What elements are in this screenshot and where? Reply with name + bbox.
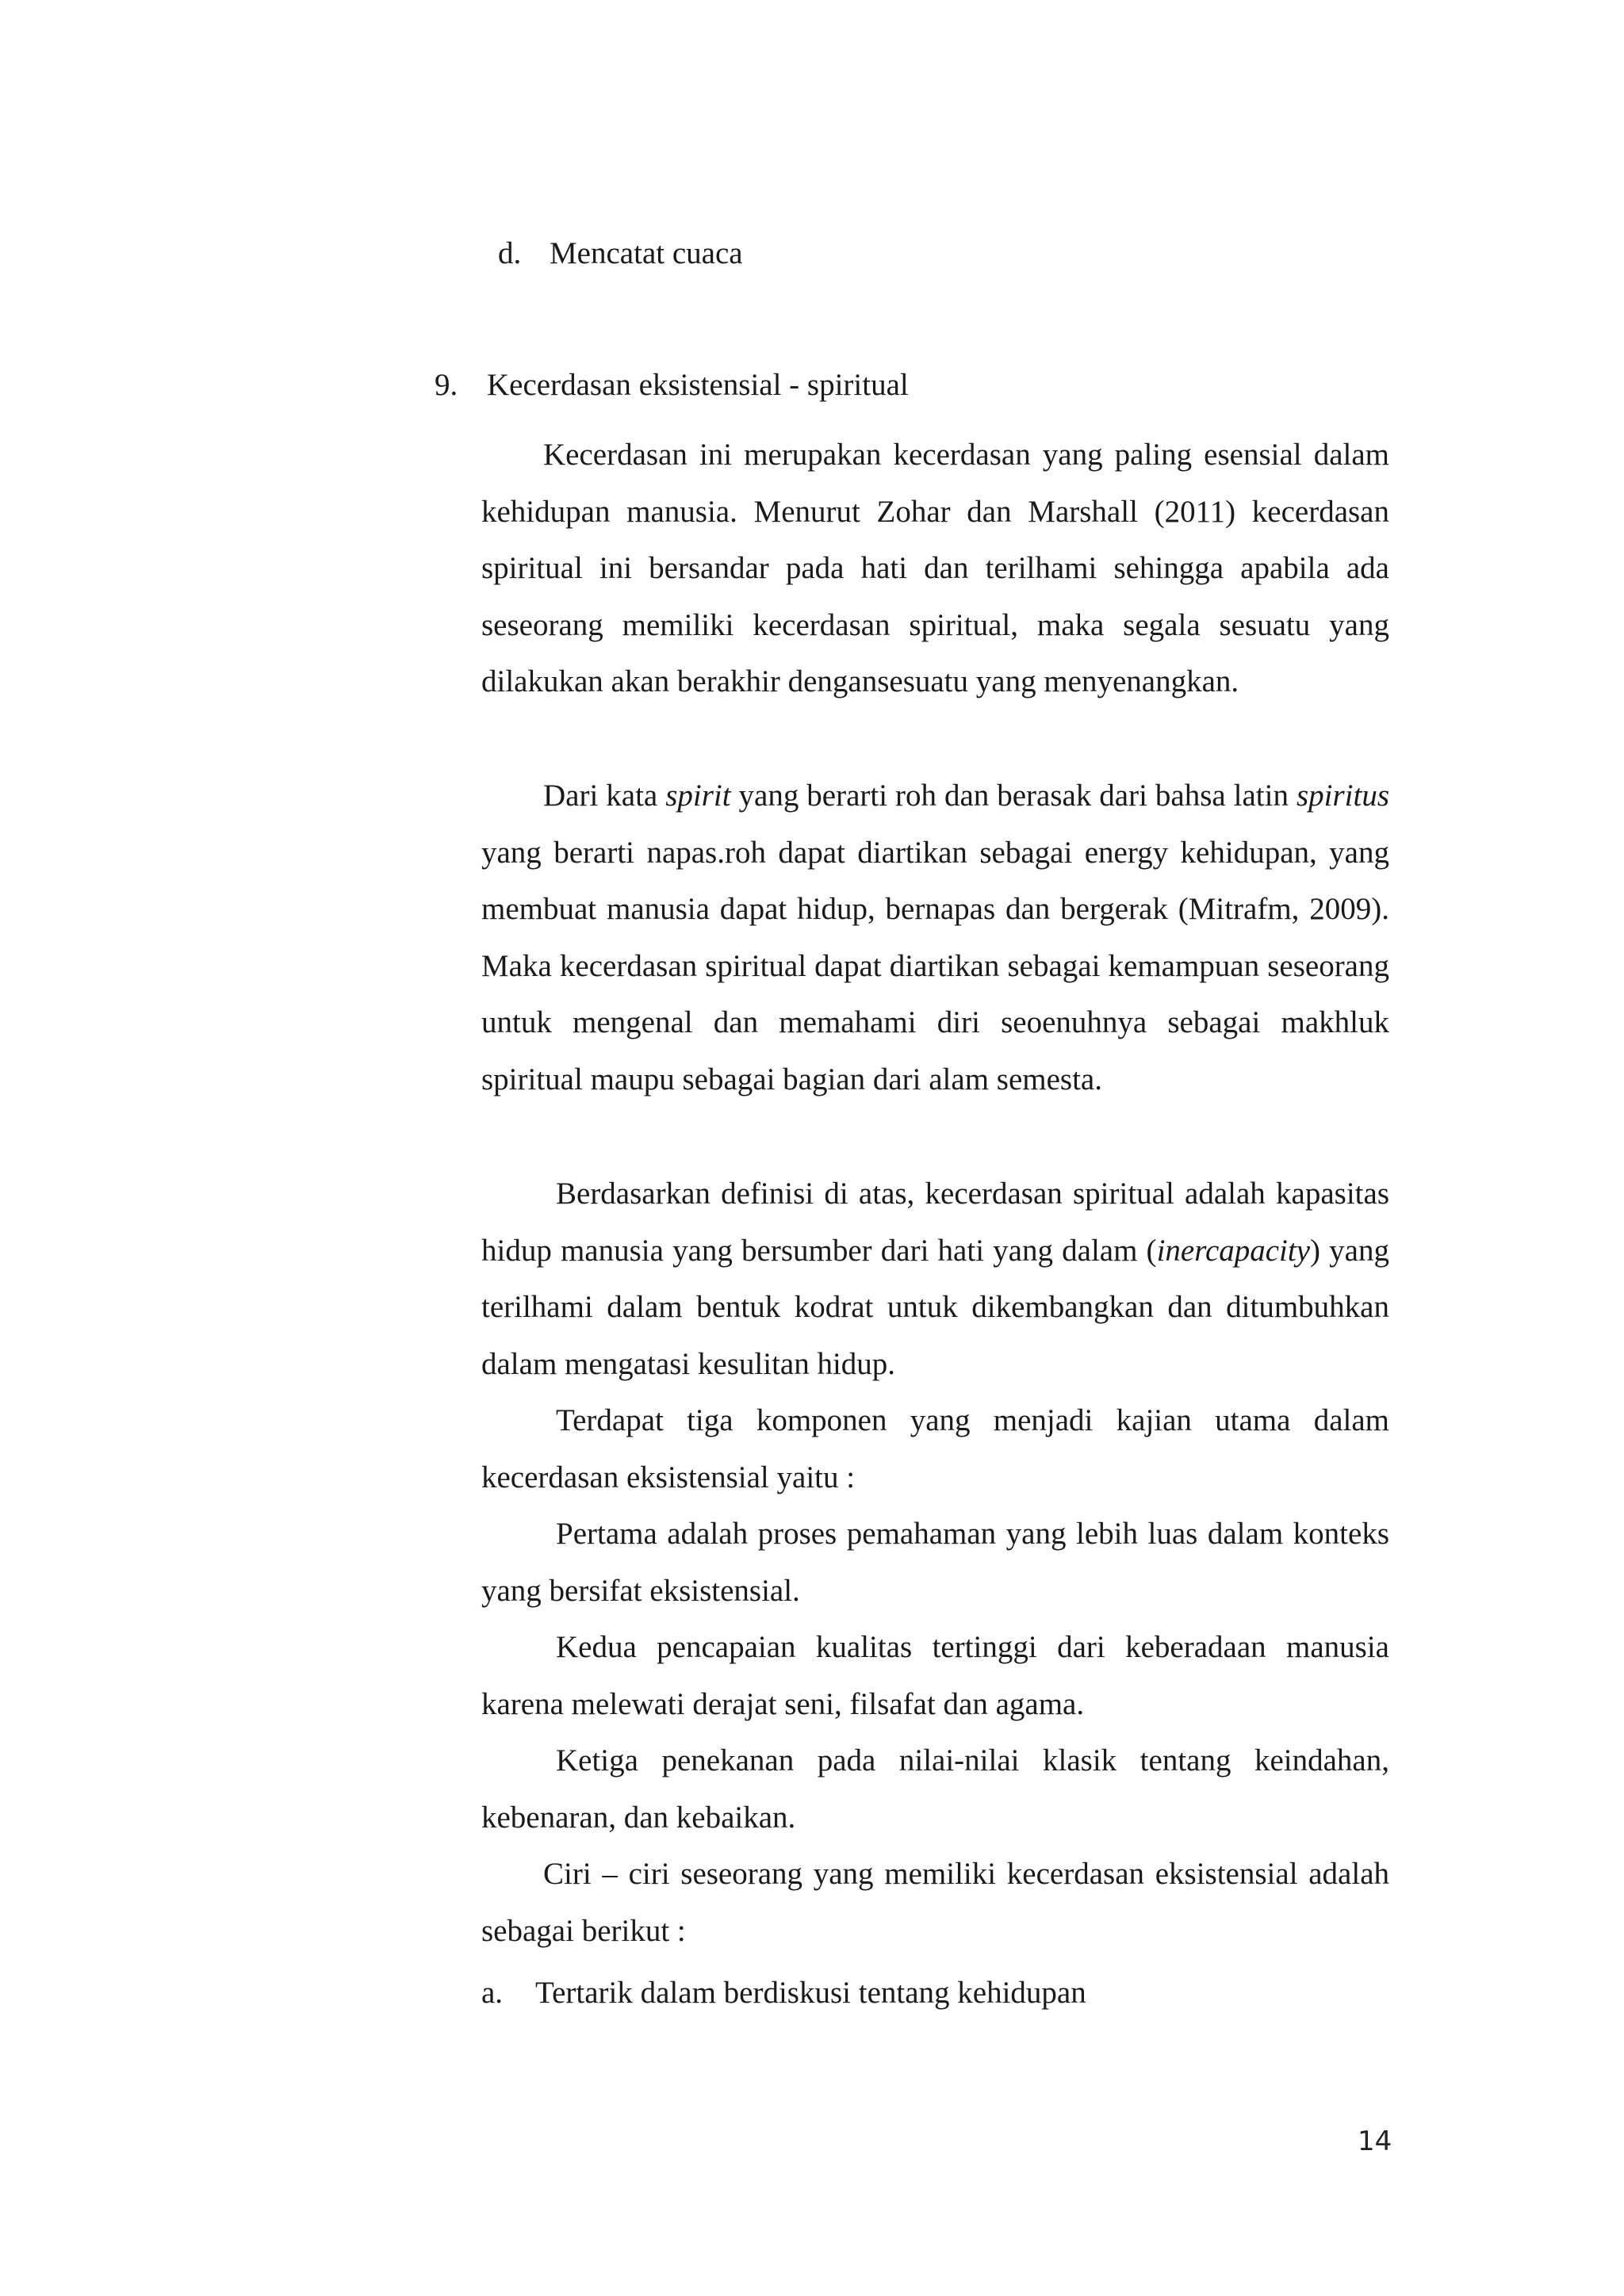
paragraph-4: Terdapat tiga komponen yang menjadi kajian utama dalam kecerdasan eksistensial yaitu : (481, 1403, 1389, 1494)
paragraph-1: Kecerdasan ini merupakan kecerdasan yang paling esensial dalam kehidupan manusia. Menurut Zohar dan Marshall (2011) kecerdasan spiritual ini bersandar pada hati dan terilhami sehingga apabila ada seseorang memiliki kecerdasan spiritual, maka segala sesuatu yang dilakukan akan berakhir dengansesuatu yang menyenangkan. (481, 438, 1389, 698)
paragraph-5: Pertama adalah proses pemahaman yang lebih luas dalam konteks yang bersifat eksistensial. (481, 1517, 1389, 1608)
paragraph-3 (481, 1165, 1389, 1392)
list-marker-d: d. (498, 236, 522, 270)
paragraph-2-text-3: yang berarti napas.roh dapat diartikan sebagai energy kehidupan, yang membuat manusia dapat hidup, bernapas dan bergerak (Mitrafm, 2009). Maka kecerdasan spiritual dapat diartikan sebagai kemampuan seseorang untuk mengenal dan memahami diri seoenuhnya sebagai makhluk spiritual maupu sebagai bagian dari alam semesta. (481, 835, 1389, 1096)
page-number: 14 (1358, 2126, 1392, 2157)
paragraph-7: Ketiga penekanan pada nilai-nilai klasik tentang keindahan, kebenaran, dan kebaikan. (481, 1743, 1389, 1835)
section-number: 9. (435, 368, 458, 402)
term-spirit: spirit (665, 779, 731, 813)
term-spiritus: spiritus (1296, 779, 1389, 813)
paragraph-6: Kedua pencapaian kualitas tertinggi dari keberadaan manusia karena melewati derajat seni, filsafat dan agama. (481, 1630, 1389, 1721)
paragraph-2-text-2: yang berarti roh dan berasak dari bahsa latin (730, 779, 1297, 813)
paragraph-2-text-1: Dari kata (543, 779, 666, 813)
list-text-d: Mencatat cuaca (550, 236, 743, 270)
paragraph-3-text-2: ) yang terilhami dalam bentuk kodrat untuk dikembangkan dan ditumbuhkan dalam mengatasi kesulitan hidup. (481, 1233, 1389, 1381)
paragraph-3-text-1: Berdasarkan definisi di atas, kecerdasan spiritual adalah kapasitas hidup manusia yang bersumber dari hati yang dalam ( (481, 1177, 1389, 1268)
list-marker-a: a. (481, 1976, 504, 2010)
term-inercapacity: inercapacity (1156, 1233, 1311, 1268)
section-title: Kecerdasan eksistensial - spiritual (487, 368, 909, 402)
paragraph-8: Ciri – ciri seseorang yang memiliki kecerdasan eksistensial adalah sebagai berikut : (481, 1857, 1389, 1948)
paragraph-2 (481, 767, 1389, 1108)
list-text-a: Tertarik dalam berdiskusi tentang kehidupan (535, 1976, 1086, 2010)
